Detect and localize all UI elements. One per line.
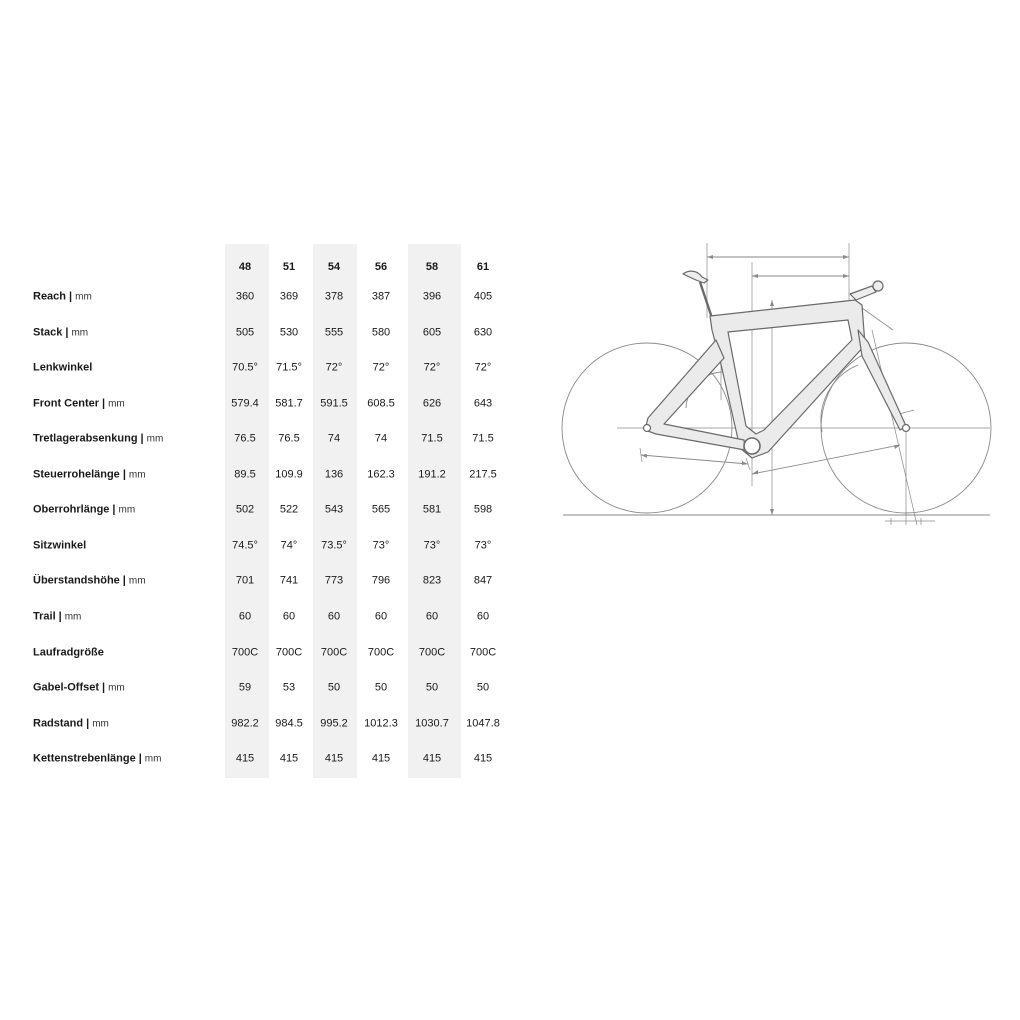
- table-cell: 543: [324, 503, 344, 516]
- table-cell: 50: [476, 681, 490, 694]
- table-cell: 60: [374, 610, 388, 623]
- row-label: [33, 398, 125, 409]
- front-center-dimension: [752, 445, 900, 474]
- row-unit: mm: [128, 575, 146, 587]
- table-cell: 74.5°: [232, 539, 258, 552]
- row-name: Gabel-Offset: [33, 681, 100, 694]
- row-separator: |: [112, 503, 116, 516]
- table-cell: 360: [235, 290, 255, 303]
- table-cell: 982.2: [231, 717, 259, 730]
- row-name: Laufradgröße: [33, 646, 104, 658]
- row-name: Trail: [33, 610, 56, 623]
- table-cell: 74: [327, 432, 341, 445]
- row-label: [33, 647, 104, 658]
- table-cell: 626: [422, 397, 442, 410]
- table-cell: 60: [282, 610, 296, 623]
- bottom-bracket: [744, 438, 760, 454]
- table-cell: 415: [235, 752, 255, 765]
- row-label: [33, 576, 146, 587]
- size-header: 54: [327, 261, 341, 273]
- row-unit: mm: [146, 433, 164, 445]
- table-cell: 579.4: [231, 397, 259, 410]
- table-cell: 136: [324, 468, 344, 481]
- table-cell: 995.2: [320, 717, 348, 730]
- table-cell: 605: [422, 326, 442, 339]
- table-cell: 1047.8: [466, 717, 500, 730]
- row-name: Lenkwinkel: [33, 361, 93, 374]
- row-name: Oberrohrlänge: [33, 503, 110, 516]
- head-tube-dimension: [862, 308, 893, 330]
- table-cell: 109.9: [275, 468, 303, 481]
- row-unit: mm: [75, 291, 92, 303]
- table-cell: 162.3: [367, 468, 395, 481]
- steering-axis: [872, 330, 917, 525]
- row-label: [33, 363, 92, 374]
- table-cell: 1012.3: [364, 717, 398, 730]
- row-label: [33, 434, 163, 445]
- table-cell: 71.5: [421, 432, 443, 445]
- table-cell: 415: [279, 752, 299, 765]
- fork-offset-marker: [899, 410, 914, 414]
- table-cell: 591.5: [320, 397, 348, 410]
- table-cell: 773: [324, 574, 344, 587]
- table-cell: 608.5: [367, 397, 395, 410]
- row-separator: |: [58, 610, 62, 623]
- table-cell: 847: [473, 574, 493, 587]
- table-cell: 378: [324, 290, 344, 303]
- row-separator: |: [86, 717, 90, 730]
- row-label: [33, 469, 146, 480]
- row-label: [33, 718, 109, 729]
- table-cell: 191.2: [418, 468, 446, 481]
- table-cell: 581: [422, 503, 442, 516]
- row-name: Reach: [33, 290, 67, 303]
- table-cell: 59: [238, 681, 252, 694]
- row-separator: |: [102, 397, 106, 410]
- table-cell: 565: [371, 503, 391, 516]
- row-label: [33, 540, 86, 551]
- table-cell: 73°: [474, 539, 492, 552]
- row-label: [33, 505, 135, 516]
- table-cell: 73.5°: [321, 539, 347, 552]
- table-cell: 74°: [280, 539, 298, 552]
- row-separator: |: [140, 432, 144, 445]
- row-unit: mm: [92, 718, 109, 730]
- row-label: [33, 683, 125, 694]
- table-cell: 701: [235, 574, 255, 587]
- table-cell: 50: [425, 681, 439, 694]
- table-cell: 581.7: [275, 397, 303, 410]
- row-unit: mm: [128, 469, 146, 481]
- table-cell: 369: [279, 290, 299, 303]
- table-cell: 555: [324, 326, 344, 339]
- table-cell: 700C: [231, 646, 259, 658]
- table-cell: 502: [235, 503, 255, 516]
- size-header: 61: [476, 261, 490, 273]
- chainstay-dimension: [641, 455, 748, 464]
- row-name: Kettenstrebenlänge: [33, 752, 136, 765]
- row-unit: mm: [71, 327, 89, 339]
- row-unit: mm: [108, 682, 125, 694]
- size-header: 51: [282, 261, 296, 273]
- table-cell: 387: [371, 290, 391, 303]
- table-cell: 530: [279, 326, 299, 339]
- row-name: Überstandshöhe: [33, 574, 120, 587]
- table-cell: 89.5: [234, 468, 256, 481]
- row-label: [33, 611, 81, 622]
- table-cell: 415: [324, 752, 344, 765]
- table-cell: 71.5°: [276, 361, 302, 374]
- table-cell: 522: [279, 503, 299, 516]
- table-cell: 405: [473, 290, 493, 303]
- row-label: [33, 754, 161, 765]
- table-cell: 700C: [275, 646, 303, 658]
- table-cell: 643: [473, 397, 493, 410]
- row-separator: |: [102, 681, 106, 694]
- frame-body: [710, 300, 865, 458]
- table-cell: 73°: [372, 539, 390, 552]
- row-unit: mm: [144, 753, 162, 765]
- table-cell: 74: [374, 432, 388, 445]
- table-cell: 72°: [325, 361, 343, 374]
- table-cell: 50: [374, 681, 388, 694]
- table-cell: 72°: [372, 361, 390, 374]
- table-cell: 796: [371, 574, 391, 587]
- table-cell: 60: [425, 610, 439, 623]
- bike-frame: [644, 271, 910, 458]
- table-cell: 76.5: [278, 432, 300, 445]
- table-cell: 60: [327, 610, 341, 623]
- row-separator: |: [122, 574, 126, 587]
- table-cell: 700C: [469, 646, 497, 658]
- table-cell: 1030.7: [415, 717, 449, 730]
- row-separator: |: [69, 290, 73, 303]
- row-name: Steuerrohelänge: [33, 468, 120, 481]
- front-hub: [903, 425, 910, 432]
- table-cell: 72°: [474, 361, 492, 374]
- table-cell: 73°: [423, 539, 441, 552]
- table-cell: 700C: [418, 646, 446, 658]
- table-cell: 60: [476, 610, 490, 623]
- table-cell: 580: [371, 326, 391, 339]
- table-cell: 60: [238, 610, 252, 623]
- stem: [850, 286, 876, 300]
- table-cell: 70.5°: [232, 361, 258, 374]
- row-name: Front Center: [33, 397, 99, 410]
- row-name: Sitzwinkel: [33, 539, 87, 552]
- table-cell: 53: [282, 681, 296, 694]
- row-name: Tretlagerabsenkung: [33, 432, 138, 445]
- table-cell: 396: [422, 290, 442, 303]
- table-cell: 984.5: [275, 717, 303, 730]
- bike-geometry-diagram: [560, 236, 992, 530]
- rear-hub: [644, 425, 651, 432]
- table-cell: 72°: [423, 361, 441, 374]
- saddle: [683, 271, 708, 283]
- table-cell: 76.5: [234, 432, 256, 445]
- row-name: Stack: [33, 326, 63, 339]
- table-cell: 700C: [367, 646, 395, 658]
- row-separator: |: [122, 468, 126, 481]
- table-cell: 217.5: [469, 468, 497, 481]
- size-header: 48: [238, 261, 252, 273]
- row-label: [33, 327, 88, 338]
- table-cell: 630: [473, 326, 493, 339]
- row-unit: mm: [118, 504, 136, 516]
- table-cell: 700C: [320, 646, 348, 658]
- table-cell: 598: [473, 503, 493, 516]
- table-cell: 741: [279, 574, 299, 587]
- row-unit: mm: [64, 611, 82, 623]
- row-unit: mm: [108, 398, 125, 410]
- table-cell: 505: [235, 326, 255, 339]
- table-cell: 415: [371, 752, 391, 765]
- table-cell: 71.5: [472, 432, 494, 445]
- row-separator: |: [138, 752, 142, 765]
- row-separator: |: [65, 326, 69, 339]
- row-name: Radstand: [33, 717, 84, 730]
- table-cell: 415: [422, 752, 442, 765]
- size-header: 58: [425, 261, 439, 273]
- handlebar: [873, 281, 883, 291]
- table-cell: 50: [327, 681, 341, 694]
- table-cell: 823: [422, 574, 442, 587]
- seatpost: [700, 282, 712, 318]
- row-label: [33, 292, 92, 303]
- fork: [858, 330, 906, 430]
- table-cell: 415: [473, 752, 493, 765]
- size-header: 56: [374, 261, 388, 273]
